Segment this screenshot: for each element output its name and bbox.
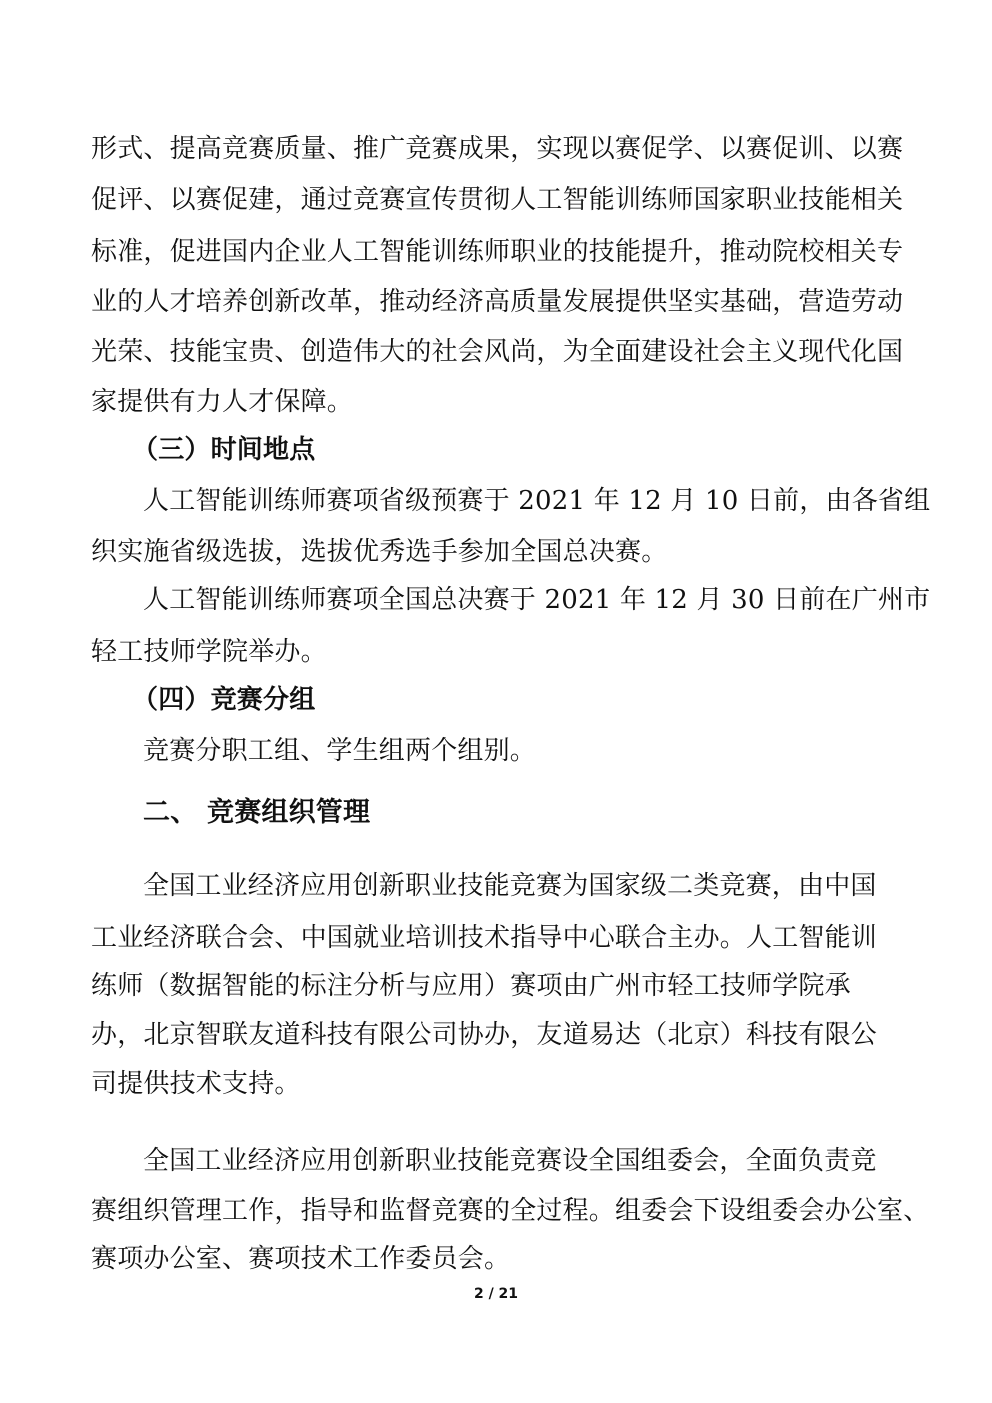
section-heading-groups: （四）竞赛分组 — [132, 685, 316, 715]
page-number: 2 / 21 — [473, 1286, 519, 1302]
section-heading-time-location: （三）时间地点 — [132, 435, 316, 465]
section-heading-organization: 二、 竞赛组织管理 — [143, 797, 371, 828]
body-text-line: 司提供技术支持。 — [91, 1069, 301, 1099]
body-text-line: 织实施省级选拔，选拔优秀选手参加全国总决赛。 — [91, 537, 668, 567]
body-text-line: 光荣、技能宝贵、创造伟大的社会风尚，为全面建设社会主义现代化国 — [91, 337, 904, 367]
body-text-line: 轻工技师学院举办。 — [91, 637, 327, 667]
body-text-line: 工业经济联合会、中国就业培训技术指导中心联合主办。人工智能训 — [91, 923, 878, 953]
body-text-line: 赛组织管理工作，指导和监督竞赛的全过程。组委会下设组委会办公室、 — [91, 1196, 930, 1226]
body-text-line: 促评、以赛促建，通过竞赛宣传贯彻人工智能训练师国家职业技能相关 — [91, 185, 904, 215]
body-text-line: 办，北京智联友道科技有限公司协办，友道易达（北京）科技有限公 — [91, 1020, 878, 1050]
body-text-line: 练师（数据智能的标注分析与应用）赛项由广州市轻工技师学院承 — [91, 971, 851, 1001]
body-text-line: 赛项办公室、赛项技术工作委员会。 — [91, 1244, 511, 1274]
body-text-line: 标准，促进国内企业人工智能训练师职业的技能提升，推动院校相关专 — [91, 237, 904, 267]
body-text-line: 形式、提高竞赛质量、推广竞赛成果，实现以赛促学、以赛促训、以赛 — [91, 134, 904, 164]
body-text-line: 人工智能训练师赛项全国总决赛于 2021 年 12 月 30 日前在广州市 — [143, 585, 931, 615]
body-text-line: 竞赛分职工组、学生组两个组别。 — [143, 736, 537, 766]
body-text-line: 人工智能训练师赛项省级预赛于 2021 年 12 月 10 日前，由各省组 — [143, 486, 931, 516]
body-text-line: 全国工业经济应用创新职业技能竞赛为国家级二类竞赛，由中国 — [143, 871, 877, 901]
body-text-line: 业的人才培养创新改革，推动经济高质量发展提供坚实基础，营造劳动 — [91, 287, 904, 317]
body-text-line: 全国工业经济应用创新职业技能竞赛设全国组委会，全面负责竞 — [143, 1146, 877, 1176]
body-text-line: 家提供有力人才保障。 — [91, 387, 354, 417]
